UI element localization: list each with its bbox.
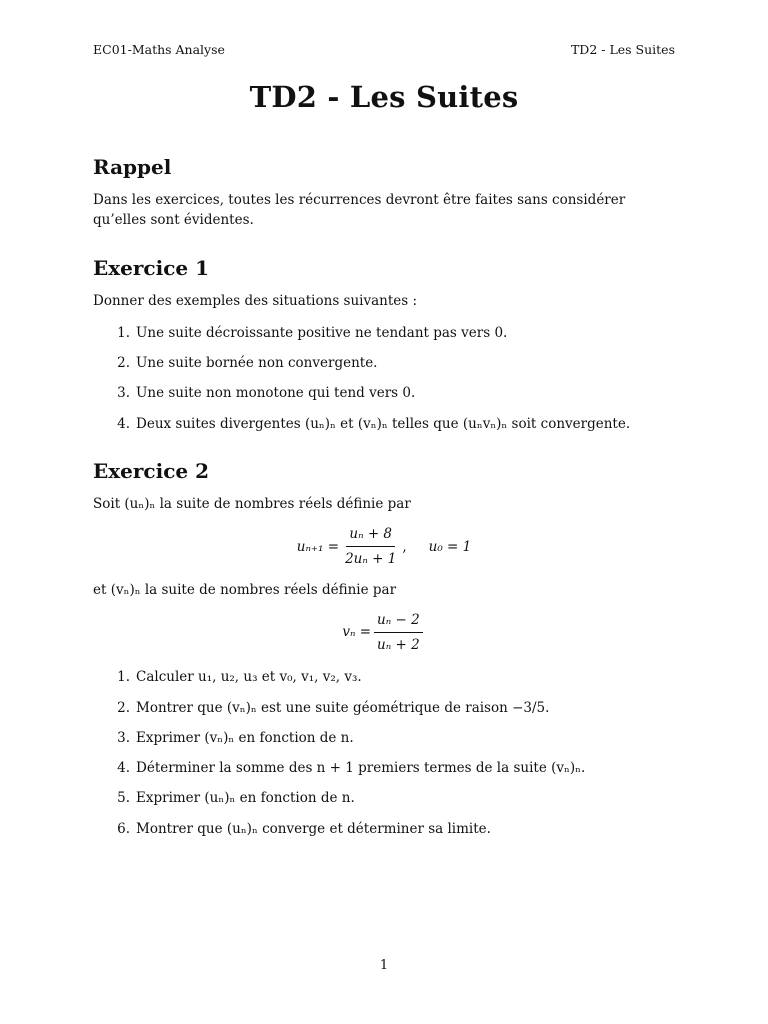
fraction (342, 524, 399, 570)
exercice-2-intro: Soit (uₙ)ₙ la suite de nombres réels définie par (93, 495, 411, 512)
section-heading-rappel: Rappel (93, 155, 172, 179)
fraction-numerator: uₙ − 2 (374, 610, 423, 633)
initial-condition: u₀ = 1 (428, 538, 472, 555)
equation-recurrence: uₙ₊₁ = $\frac{\text{uₙ + 8}}{\text{2uₙ + 1}}$ , u₀ = 1 (93, 524, 675, 570)
list-item: 6. Montrer que (uₙ)ₙ converge et déterminer sa limite. (117, 820, 491, 837)
list-item: 5. Exprimer (uₙ)ₙ en fonction de n. (117, 790, 355, 807)
exercice-1-list (93, 323, 675, 434)
fraction-denominator: uₙ + 2 (377, 637, 420, 653)
exercice-1-intro: Donner des exemples des situations suivantes : (93, 292, 418, 309)
section-exercice-1 (93, 255, 675, 434)
fraction (374, 610, 423, 656)
list-item: 2. Une suite bornée non convergente. (117, 355, 378, 371)
equation-lhs: vₙ = (342, 624, 372, 641)
list-item: 2. Montrer que (vₙ)ₙ est une suite géométrique de raison −3/5. (117, 699, 550, 716)
section-heading-exercice-2: Exercice 2 (93, 458, 209, 483)
equation-vn (93, 610, 675, 656)
equation-lhs: uₙ₊₁ = (296, 538, 340, 555)
fraction-numerator: uₙ + 8 (346, 524, 395, 547)
document-title: TD2 - Les Suites (249, 80, 519, 114)
page-number: 1 (379, 958, 389, 973)
list-item: 3. Une suite non monotone qui tend vers 0. (117, 385, 416, 402)
section-rappel (93, 154, 675, 231)
fraction-denominator: 2uₙ + 1 (345, 551, 397, 568)
exercice-2-list (93, 667, 675, 839)
list-item: 1. Une suite décroissante positive ne tendant pas vers 0. (117, 324, 508, 341)
rappel-text: Dans les exercices, toutes les récurrences devront être faites sans considérer qu’elles sont évidentes. (93, 192, 626, 229)
section-heading-exercice-1: Exercice 1 (93, 255, 209, 280)
list-item: 4. Déterminer la somme des n + 1 premiers termes de la suite (vₙ)ₙ. (117, 760, 586, 776)
list-item: 4. Deux suites divergentes (uₙ)ₙ et (vₙ)ₙ telles que (uₙvₙ)ₙ soit convergente. (117, 415, 631, 432)
document-body (93, 154, 675, 863)
list-item: 1. Calculer u₁, u₂, u₃ et v₀, v₁, v₂, v₃. (117, 669, 362, 686)
exercice-2-mid: et (vₙ)ₙ la suite de nombres réels définie par (93, 581, 397, 598)
running-header-left: EC01-Maths Analyse (93, 42, 225, 57)
section-exercice-2 (93, 458, 675, 839)
list-item: 3. Exprimer (vₙ)ₙ en fonction de n. (117, 729, 354, 746)
running-header-right: TD2 - Les Suites (570, 42, 675, 57)
